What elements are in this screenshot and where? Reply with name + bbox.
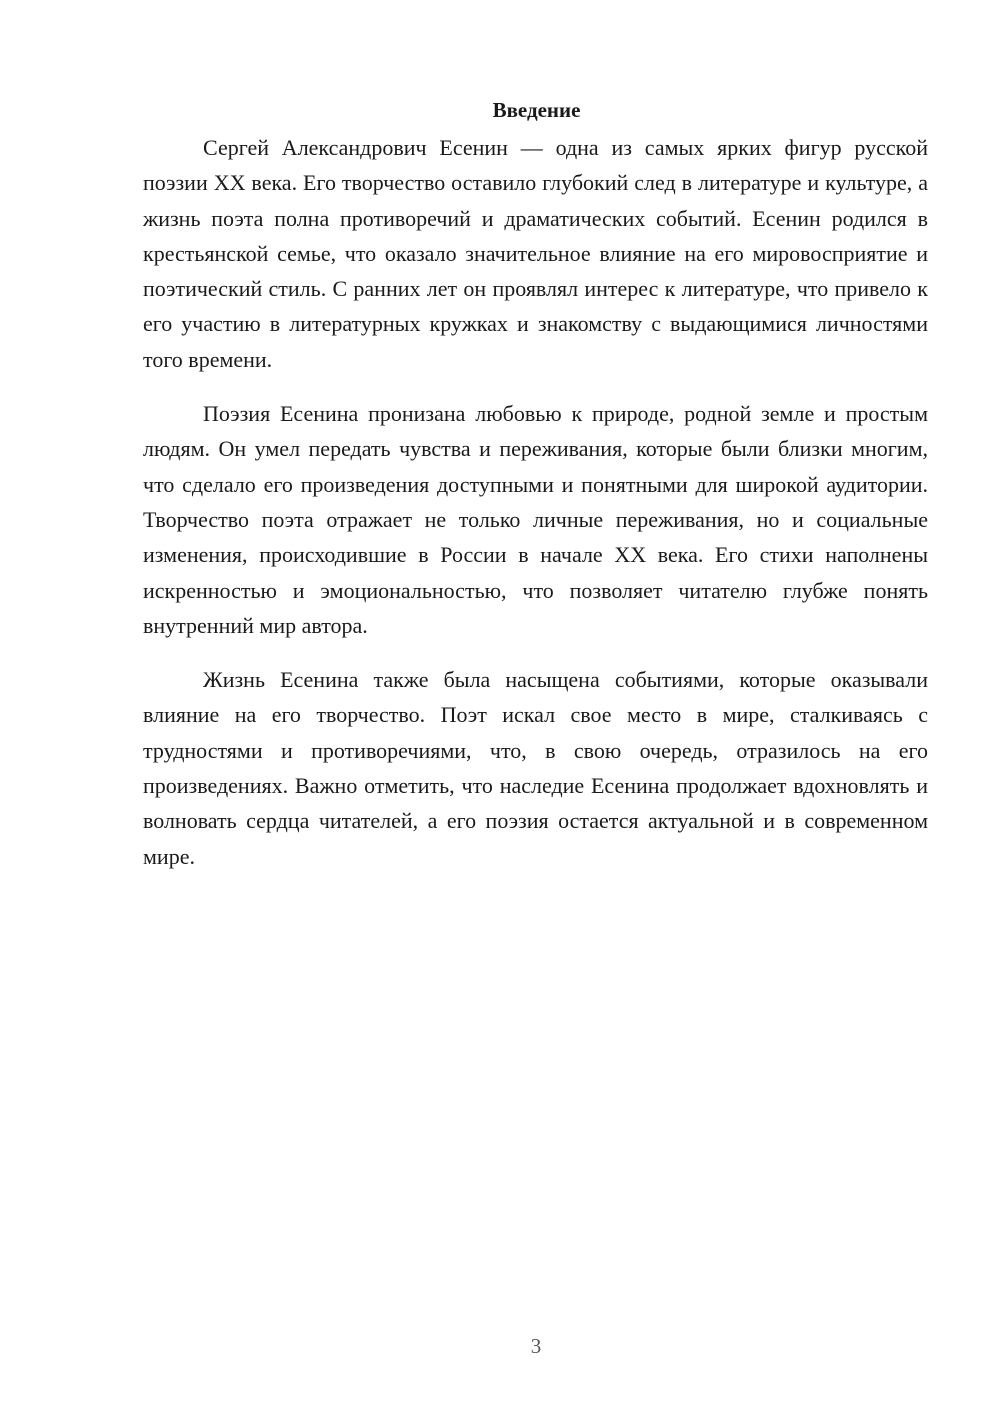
page-number: 3 (530, 1334, 542, 1358)
paragraph-life: Жизнь Есенина также была насыщена событиями, которые оказывали влияние на его творчество. Поэт искал свое место в мире, сталкиваясь с трудностями и противоречиями, что, в свою очередь, отразилось на его произведениях. Важно отметить, что наследие Есенина продолжает вдохновлять и волновать сердца читателей, а его поэзия остается актуальной и в современном мире. (143, 667, 928, 869)
page-content (143, 94, 928, 893)
paragraph-intro: Сергей Александрович Есенин — одна из самых ярких фигур русской поэзии XX века. Его творчество оставило глубокий след в литературе и культуре, а жизнь поэта полна противоречий и драматических событий. Есенин родился в крестьянской семье, что оказало значительное влияние на его мировосприятие и поэтический стиль. С ранних лет он проявлял интерес к литературе, что привело к его участию в литературных кружках и знакомству с выдающимися личностями того времени. (143, 135, 928, 372)
paragraph-poetry: Поэзия Есенина пронизана любовью к природе, родной земле и простым людям. Он умел передать чувства и переживания, которые были близки многим, что сделало его произведения доступными и понятными для широкой аудитории. Творчество поэта отражает не только личные переживания, но и социальные изменения, происходившие в России в начале XX века. Его стихи наполнены искренностью и эмоциональностью, что позволяет читателю глубже понять внутренний мир автора. (143, 401, 928, 638)
section-heading: Введение (492, 98, 581, 122)
